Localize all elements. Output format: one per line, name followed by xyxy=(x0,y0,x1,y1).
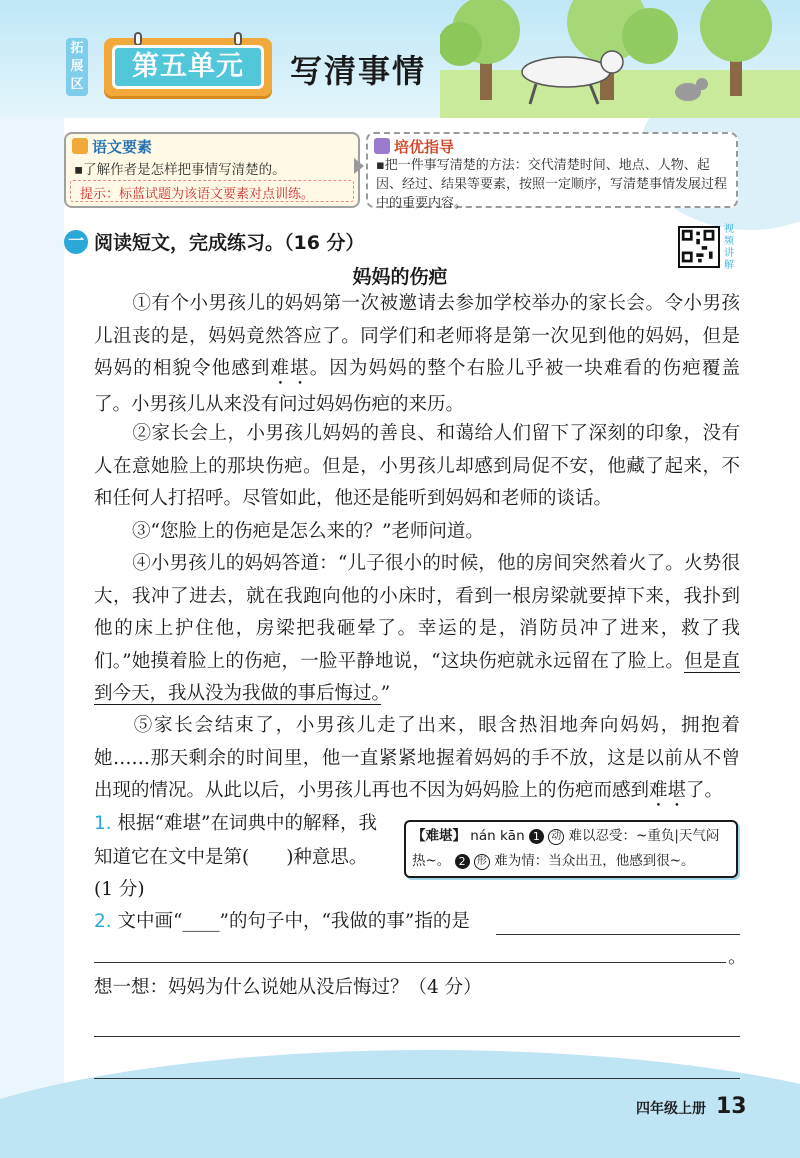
section-title: 阅读短文，完成练习。（16 分） xyxy=(94,232,365,254)
paragraph-1 xyxy=(94,288,740,422)
question-1-line-2 xyxy=(94,842,367,874)
answer-line[interactable] xyxy=(496,934,740,935)
unit-label: 第五单元 xyxy=(112,45,264,89)
question-text: 根据“难堪”在词典中的解释，我 xyxy=(117,813,377,834)
answer-line[interactable] xyxy=(94,962,726,963)
arrow-icon xyxy=(354,158,364,174)
dict-pinyin: nán kān xyxy=(470,828,525,844)
paragraph-text: ④小男孩儿的妈妈答道：“儿子很小的时候，他的房间突然着火了。火势很大，我冲了进去，就在我跑向他的小床时，看到一根房梁就要掉下来，我扑到他的床上护住他，房梁把我砸晕了。幸运的是，消防员冲了进来，救了我们。”她摸着脸上的伤疤，一脸平静地说，“这块伤疤就永远留在了脸上。 xyxy=(94,553,740,672)
language-element-point: ▪了解作者是怎样把事情写清楚的。 xyxy=(74,162,286,178)
dictionary-entry xyxy=(404,820,738,878)
page-number: 13 xyxy=(716,1094,747,1119)
hint-text: 提示：标蓝试题为该语文要素对点训练。 xyxy=(80,187,315,202)
dict-word: 【难堪】 xyxy=(412,828,466,844)
article-title: 妈妈的伤疤 xyxy=(352,266,448,288)
ring-icon xyxy=(234,32,242,46)
think-question: 想一想：妈妈为什么说她从没后悔过？（4 分） xyxy=(94,977,482,998)
paragraph-4 xyxy=(94,548,740,711)
side-tag: 拓展区 xyxy=(66,38,88,96)
part-of-speech: 动 xyxy=(548,829,564,845)
paragraph-text: 了。 xyxy=(686,780,724,801)
pencil-icon xyxy=(374,138,390,154)
guidance-heading: 培优指导 xyxy=(394,138,455,156)
unit-title: 写清事情 xyxy=(290,52,427,90)
sense-number: 1 xyxy=(529,829,544,844)
left-margin-background xyxy=(0,0,64,1158)
part-of-speech: 形 xyxy=(474,854,490,870)
ring-icon xyxy=(134,32,142,46)
scene-illustration xyxy=(440,0,800,118)
book-icon xyxy=(72,138,88,154)
paragraph-text: ①有个小男孩儿的妈妈第一次被邀请去参加学校举办的家长会。令小男孩儿沮丧的是，妈妈竟然答应了。同学们和老师将是第一次见到他的妈妈，但是妈妈的相貌令他感到 xyxy=(94,293,740,379)
question-number: 2. xyxy=(94,911,112,932)
paragraph-3 xyxy=(94,516,740,549)
dict-definition: 难以忍受：~重负|天气闷热~。 xyxy=(412,828,720,869)
sentence-end: 。 xyxy=(728,947,747,968)
paragraph-text: ②家长会上，小男孩儿妈妈的善良、和蔼给人们留下了深刻的印象，没有人在意她脸上的那块伤疤。但是，小男孩儿却感到局促不安，他藏了起来，不和任何人打招呼。尽管如此，他还是能听到妈妈和老师的谈话。 xyxy=(94,423,740,509)
underlined-sentence: 但是直到今天，我从没为我做的事后悔过。 xyxy=(94,650,740,704)
answer-line[interactable] xyxy=(94,1036,740,1037)
emphasized-word: 难堪 xyxy=(649,780,687,801)
paragraph-2 xyxy=(94,418,740,516)
emphasized-word: 难堪 xyxy=(270,358,310,379)
question-text: 知道它在文中是第( )种意思。 xyxy=(94,847,368,868)
paragraph-5 xyxy=(94,710,740,811)
dict-definition: 难为情：当众出丑，他感到很~。 xyxy=(494,853,695,869)
question-text: 文中画“____”的句子中，“我做的事”指的是 xyxy=(117,911,470,932)
sense-number: 2 xyxy=(455,854,470,869)
video-lecture-label: 视频讲解 xyxy=(724,224,734,271)
grade-label: 四年级上册 xyxy=(636,1101,706,1117)
language-element-heading: 语文要素 xyxy=(92,138,153,156)
paragraph-text: ” xyxy=(380,683,391,704)
language-element-box xyxy=(64,132,360,208)
question-2 xyxy=(94,906,470,938)
paragraph-text: 。因为妈妈的整个右脸儿乎被一块难看的伤疤覆盖了。小男孩儿从来没有问过妈妈伤疤的来历。 xyxy=(94,358,740,415)
paragraph-text: ③“您脸上的伤疤是怎么来的？”老师问道。 xyxy=(132,521,484,542)
guidance-box xyxy=(366,132,738,211)
unit-badge xyxy=(104,38,272,96)
question-number: 1. xyxy=(94,813,112,834)
section-badge: 一 xyxy=(64,230,88,254)
question-1-score: (1 分) xyxy=(94,879,145,900)
answer-line[interactable] xyxy=(94,1078,740,1079)
guidance-body: ▪把一件事写清楚的方法：交代清楚时间、地点、人物、起因、经过、结果等要素，按照一定顺序，写清楚事情发展过程中的重要内容。 xyxy=(376,158,728,211)
question-1 xyxy=(94,808,377,840)
paragraph-text: ⑤家长会结束了，小男孩儿走了出来，眼含热泪地奔向妈妈，拥抱着她……那天剩余的时间里，他一直紧紧地握着妈妈的手不放，这是以前从不曾出现的情况。从此以后，小男孩儿再也不因为妈妈脸上的伤疤而感到 xyxy=(94,715,740,801)
